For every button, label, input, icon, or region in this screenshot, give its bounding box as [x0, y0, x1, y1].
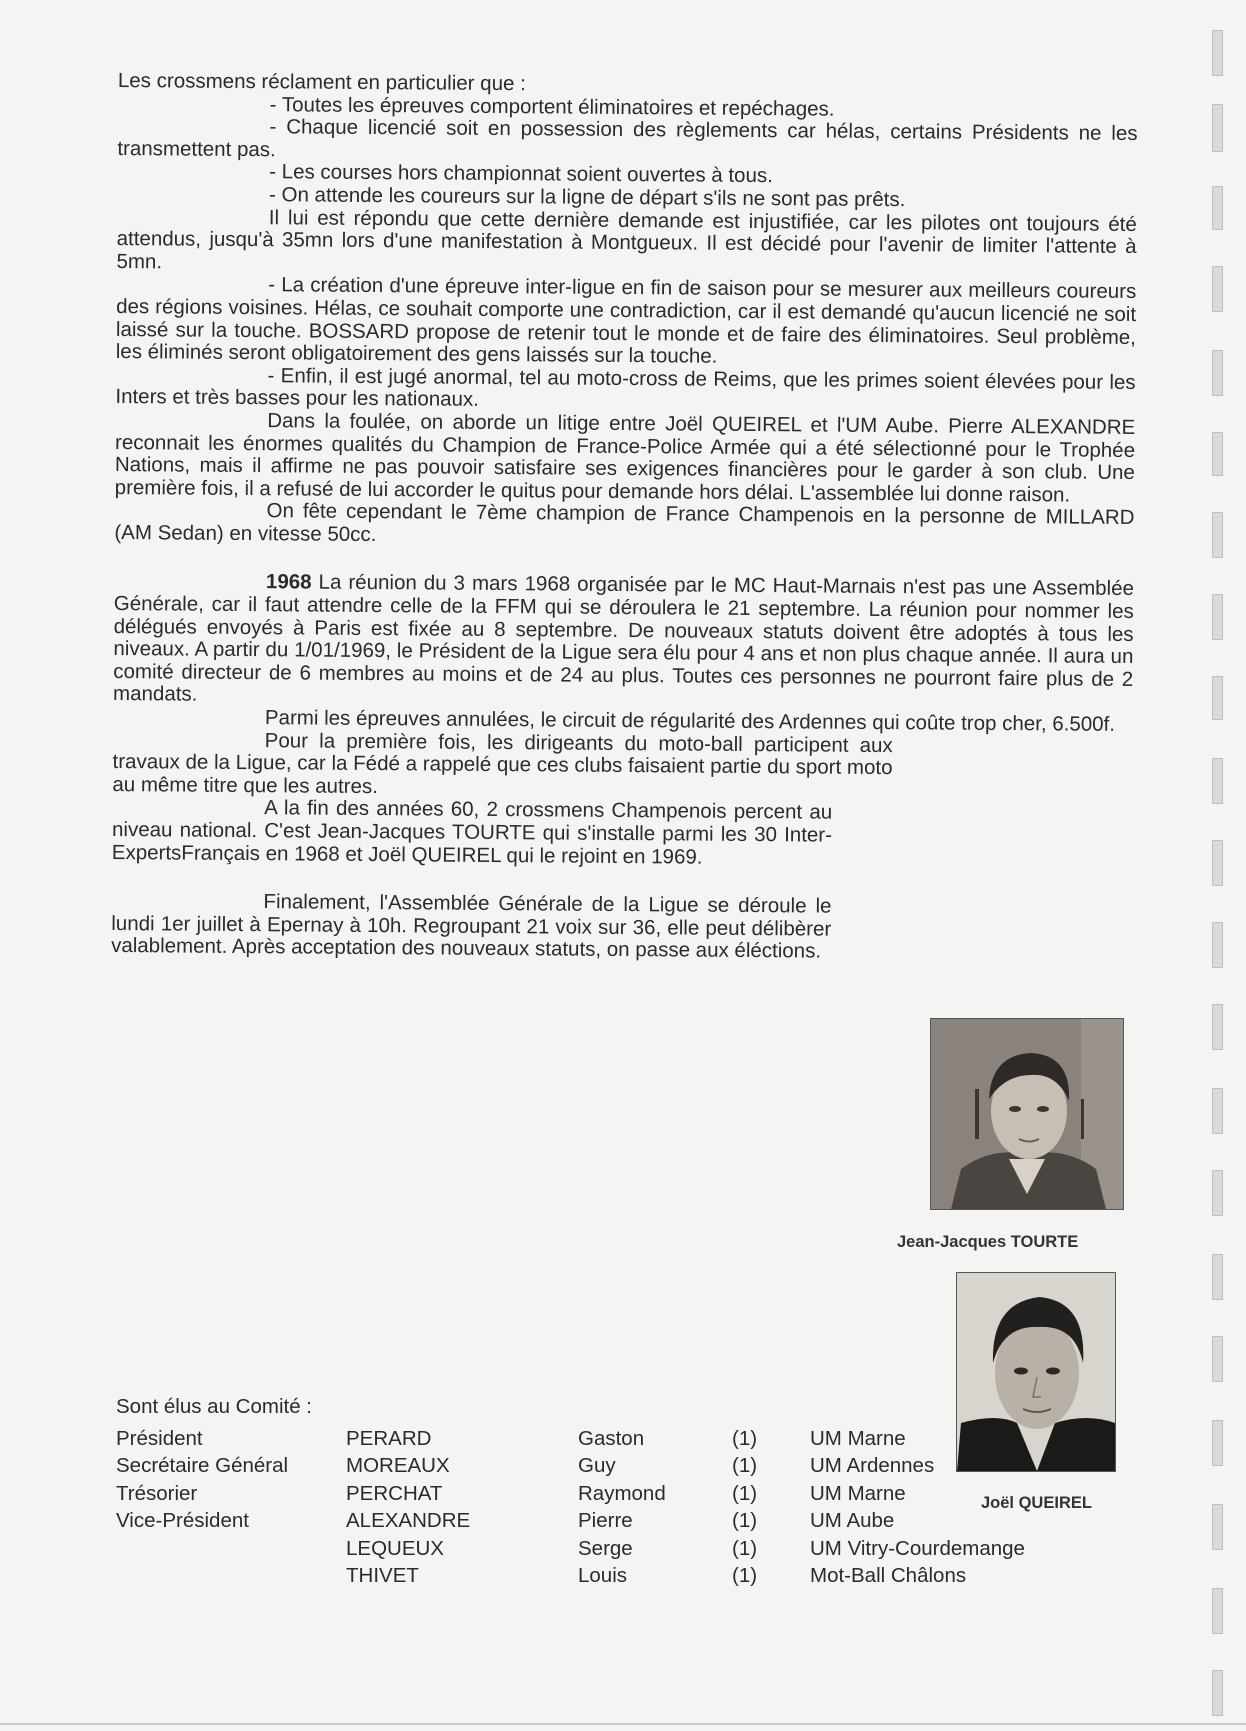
binder-mark — [1212, 1420, 1223, 1466]
club: Mot-Ball Châlons — [810, 1564, 967, 1587]
first-name: Louis — [578, 1564, 628, 1587]
year-heading: 1968 — [265, 570, 312, 595]
role: Vice-Président — [116, 1509, 249, 1532]
binder-mark — [1212, 1004, 1223, 1050]
binder-mark — [1212, 1336, 1223, 1382]
committee-row — [116, 1507, 1076, 1535]
scan-edge-line — [0, 1723, 1246, 1725]
club: UM Marne — [810, 1426, 906, 1450]
photo-jean-jacques-tourte — [930, 1018, 1124, 1210]
mandate-count: (1) — [732, 1536, 758, 1560]
binder-mark — [1212, 758, 1223, 804]
paragraph: A la fin des années 60, 2 crossmens Champenois percent au niveau national. C'est Jean-Jacques TOURTE qui s'installe parmi les 30 Inter-ExpertsFrançais en 1968 et Joël QUEIREL qui le rejoint en 1969. — [111, 796, 833, 869]
binder-mark — [1212, 266, 1223, 312]
mandate-count: (1) — [732, 1481, 758, 1505]
last-name: ALEXANDRE — [346, 1509, 471, 1532]
photo-caption: Jean-Jacques TOURTE — [897, 1233, 1079, 1251]
mandate-count: (1) — [732, 1426, 758, 1450]
first-name: Serge — [578, 1536, 633, 1560]
committee-list — [116, 1393, 1076, 1590]
portrait-image — [931, 1019, 1123, 1209]
committee-row — [116, 1425, 1076, 1453]
paragraph: Dans la foulée, on aborde un litige entre Joël QUEIREL et l'UM Aube. Pierre ALEXANDRE reconnait les énormes qualités du Champion de France-Police Armée qui a été sélectionné pour le Trophée Nations, mais il affirme ne pas pouvoir satisfaire ses exigences financières pour le garder à son club. Une première fois, il a refusé de lui accorder le quitus pour demande hors délai. L'assemblée lui donne raison. — [114, 409, 1136, 507]
binder-mark — [1212, 676, 1223, 720]
committee-row — [116, 1562, 1076, 1590]
committee-row — [116, 1535, 1076, 1563]
first-name: Guy — [578, 1454, 616, 1477]
paragraph: - Toutes les épreuves comportent éliminatoires et repéchages. — [269, 92, 835, 121]
paragraph: Pour la première fois, les dirigeants du moto-ball participent aux travaux de la Ligue, car la Fédé a rappelé que ces clubs faisaient partie du sport moto au même titre que les autres. — [112, 728, 893, 798]
binder-mark — [1212, 1170, 1223, 1216]
main-text — [111, 70, 1138, 966]
committee-row — [116, 1452, 1076, 1480]
last-name: LEQUEUX — [346, 1536, 444, 1560]
paragraph: La réunion du 3 mars 1968 organisée par le MC Haut-Marnais n'est pas une Assemblée Générale, car il faut attendre celle de la FFM qui se déroulera le 21 septembre. La réunion pour nommer les délégués envoyés à Paris est fixée au 8 septembre. De nouveaux statuts doivent être adoptés à tous les niveaux. A partir du 1/01/1969, le Président de la Ligue sera élu pour 4 ans et non plus chaque année. Il aura un comité directeur de 6 membres au moins et de 24 au plus. Toutes ces personnes ne pourront faire plus de 2 mandats. — [113, 571, 1135, 707]
club: UM Vitry-Courdemange — [810, 1536, 1025, 1560]
binder-mark — [1212, 1254, 1223, 1300]
first-name: Pierre — [578, 1509, 633, 1532]
mandate-count: (1) — [732, 1454, 758, 1477]
section-1968 — [113, 570, 1134, 714]
last-name: PERCHAT — [346, 1481, 443, 1505]
committee-row — [116, 1480, 1076, 1508]
binder-mark — [1212, 1588, 1223, 1634]
paragraph: - Enfin, il est jugé anormal, tel au moto-cross de Reims, que les primes soient élevées pour les Inters et très basses pour les nationaux. — [115, 363, 1136, 412]
club: UM Aube — [810, 1509, 895, 1532]
binder-mark — [1212, 1504, 1223, 1550]
binder-mark — [1212, 1088, 1223, 1134]
club: UM Marne — [810, 1481, 906, 1505]
binder-mark — [1212, 594, 1223, 640]
paragraph: Finalement, l'Assemblée Générale de la Ligue se déroule le lundi 1er juillet à Epernay à 10h. Regroupant 21 voix sur 36, elle peut délibèrer valablement. Après acceptation des nouveaux statuts, on passe aux éléctions. — [111, 890, 832, 963]
role: Trésorier — [116, 1481, 198, 1505]
binder-mark — [1212, 840, 1223, 886]
committee-heading: Sont élus au Comité : — [116, 1395, 312, 1418]
paragraph: - Chaque licencié soit en possession des règlements car hélas, certains Présidents ne les transmettent pas. — [117, 115, 1138, 162]
paragraph: - La création d'une épreuve inter-ligue en fin de saison pour se mesurer aux meilleurs coureurs des régions voisines. Hélas, ce souhait comporte une contradiction, car il est demandé qu'aucun licencié ne soit laissé sur la touche. BOSSARD propose de retenir tout le monde et de faire des éliminatoires. Seul problème, les éliminés seront obligatoirement des gens laissés sur la touche. — [115, 273, 1137, 368]
binder-mark — [1212, 186, 1223, 230]
binder-mark — [1212, 30, 1223, 76]
club: UM Ardennes — [810, 1454, 935, 1477]
mandate-count: (1) — [732, 1564, 758, 1587]
photo-caption: Joël QUEIREL — [981, 1494, 1092, 1512]
mandate-count: (1) — [732, 1509, 758, 1532]
binder-mark — [1212, 512, 1223, 558]
binder-mark — [1212, 922, 1223, 968]
first-name: Gaston — [578, 1426, 645, 1450]
binder-mark — [1212, 1670, 1223, 1716]
role: Président — [116, 1426, 203, 1450]
binder-hole-strip — [1202, 0, 1232, 1731]
last-name: MOREAUX — [346, 1454, 450, 1477]
paragraph: - Les courses hors championnat soient ouvertes à tous. — [269, 160, 773, 188]
binder-mark — [1212, 104, 1223, 152]
paragraph: Il lui est répondu que cette dernière demande est injustifiée, car les pilotes ont toujours été attendus, jusqu'à 35mn lors d'une manifestation à Montgueux. Il est décidé pour l'avenir de limiter l'attente à 5mn. — [116, 205, 1137, 274]
paragraph: Les crossmens réclament en particulier que : — [117, 69, 526, 96]
first-name: Raymond — [578, 1481, 666, 1505]
binder-mark — [1212, 350, 1223, 396]
last-name: PERARD — [346, 1426, 432, 1450]
paragraph: Parmi les épreuves annulées, le circuit de régularité des Ardennes qui coûte trop cher, 6.500f. — [264, 706, 1116, 736]
binder-mark — [1212, 432, 1223, 476]
paragraph: - On attende les coureurs sur la ligne de départ s'ils ne sont pas prêts. — [268, 183, 906, 212]
last-name: THIVET — [346, 1564, 419, 1587]
paragraph: On fête cependant le 7ème champion de France Champenois en la personne de MILLARD (AM Sedan) en vitesse 50cc. — [114, 499, 1135, 546]
role: Secrétaire Général — [116, 1454, 289, 1477]
